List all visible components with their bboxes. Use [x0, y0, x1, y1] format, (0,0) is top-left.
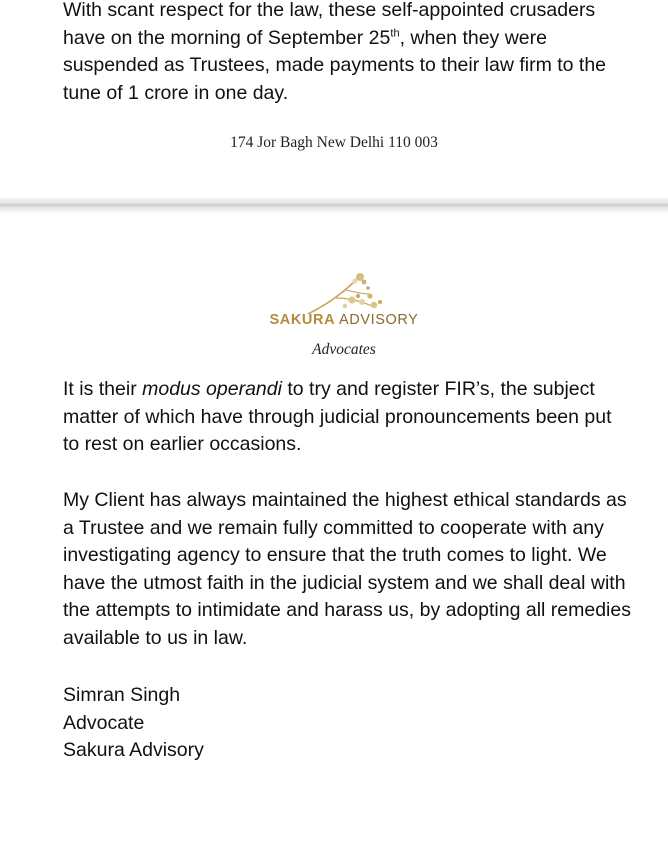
brand-name-secondary: ADVISORY: [335, 312, 419, 328]
page-break-divider: [0, 198, 668, 212]
signatory-firm: Sakura Advisory: [63, 739, 204, 762]
brand-name-primary: SAKURA: [269, 312, 336, 328]
ordinal-superscript: th: [390, 27, 400, 40]
body-paragraph-payments: [63, 0, 633, 107]
emphasized-phrase: modus operandi: [142, 378, 282, 400]
cherry-blossom-branch-icon: [300, 272, 390, 316]
letterhead-brand: [0, 312, 668, 328]
paragraph-text: It is their: [63, 378, 143, 400]
signatory-title: Advocate: [63, 711, 145, 734]
letter-page-top: [0, 0, 668, 198]
paragraph-text: to try and register FIR’s, the subject matter of which have through judicial pronouncements been put to rest on earlier occasions.: [63, 378, 612, 456]
signatory-name: Simran Singh: [63, 684, 181, 706]
footer-address: 174 Jor Bagh New Delhi 110 003: [230, 134, 438, 151]
body-paragraph-modus-operandi: [63, 376, 633, 459]
signature-block: [63, 682, 204, 765]
body-paragraph-commitment: My Client has always maintained the highest ethical standards as a Trustee and we remain fully committed to cooperate with any investigating agency to ensure that the truth comes to light. We have the utmost faith in the judicial system and we shall deal with the attempts to intimidate and harass us, by adopting all remedies available to us in law.: [63, 489, 631, 649]
paragraph-text: , when they were suspended as Trustees, made payments to their law firm to the tune of 1 crore in one day.: [63, 26, 607, 104]
letterhead-subtitle: Advocates: [312, 341, 376, 358]
paragraph-text: With scant respect for the law, these self-appointed crusaders have on the morning of September 25: [63, 0, 596, 49]
letter-page-bottom: [0, 212, 668, 841]
